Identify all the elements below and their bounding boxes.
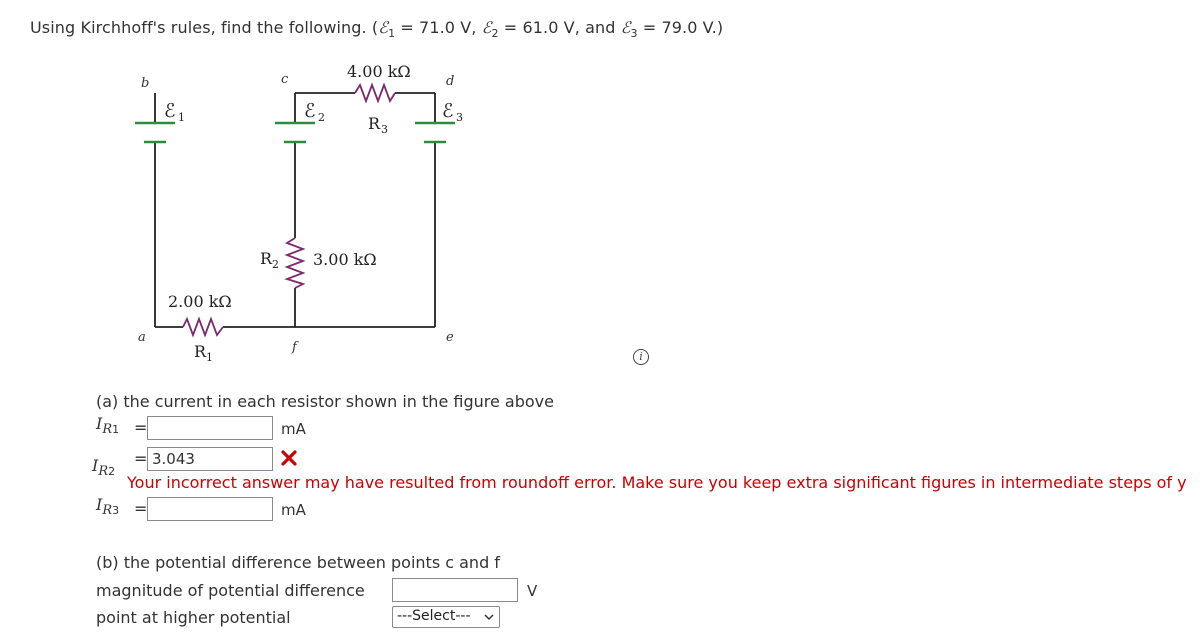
r3-value-label: 4.00 kΩ [347,62,411,81]
emf1-label: ℰ [164,100,176,122]
emf2-symbol: ℰ [481,18,492,37]
ir2-equals: = [134,449,148,468]
ir1-equals: = [134,418,148,437]
point-e-label: e [446,330,454,345]
r1-name-label: R [194,342,207,361]
emf3-value: = 79.0 V.) [637,18,724,37]
ir3-symbol-r: R [102,503,113,519]
emf2-label-sub: 2 [318,111,325,124]
r3-name-sub: 3 [381,123,388,136]
ir3-symbol-sub: 3 [112,504,120,518]
question-text [30,18,723,40]
ir1-symbol-sub: 1 [112,423,120,437]
ir2-symbol [92,456,115,479]
ir3-equals: = [134,499,148,518]
point-f-label: f [292,340,297,355]
question-intro: Using Kirchhoff's rules, find the following. ( [30,18,379,37]
emf2-value: = 61.0 V, and [498,18,621,37]
emf1-label-sub: 1 [178,111,185,124]
r1-value-label: 2.00 kΩ [168,292,232,311]
ir1-unit: mA [281,420,306,438]
point-d-label: d [446,74,455,89]
r3-name-label: R [368,114,381,133]
ir2-symbol-sub: 2 [108,465,116,479]
ir1-symbol-r: R [102,422,113,438]
ir3-input[interactable] [147,497,273,521]
point-c-label: c [281,72,289,87]
emf3-battery [415,123,455,142]
higher-potential-selected: ---Select--- [397,608,471,624]
higher-potential-label: point at higher potential [96,608,291,627]
emf3-label: ℰ [442,100,454,122]
emf1-battery [135,123,175,142]
resistor-r1 [183,319,223,335]
ir3-unit: mA [281,501,306,519]
emf2-label: ℰ [304,100,316,122]
emf3-label-sub: 3 [456,111,463,124]
emf1-value: = 71.0 V, [395,18,482,37]
emf1-subscript: 1 [388,27,396,41]
higher-potential-select[interactable] [392,606,500,628]
emf2-battery [275,123,315,142]
ir1-input[interactable] [147,416,273,440]
emf2-subscript: 2 [491,27,499,41]
ir1-symbol [96,414,119,437]
point-a-label: a [138,330,146,345]
r2-name-sub: 2 [272,258,279,271]
emf1-symbol: ℰ [378,18,389,37]
chevron-down-icon [484,612,494,622]
r2-name-label: R [260,249,273,268]
ir2-feedback: Your incorrect answer may have resulted from roundoff error. Make sure you keep extra significant figures in intermediate steps of y [127,473,1187,492]
ir3-symbol-i: I [96,495,103,514]
resistor-r2 [287,238,303,288]
ir2-symbol-i: I [92,456,99,475]
r1-name-sub: 1 [206,351,213,364]
incorrect-x-icon [280,449,298,467]
emf3-subscript: 3 [630,27,638,41]
magnitude-input[interactable] [392,578,518,602]
ir2-input[interactable]: 3.043 [147,447,273,471]
ir1-symbol-i: I [96,414,103,433]
info-icon[interactable]: i [633,349,649,365]
part-a-prompt: (a) the current in each resistor shown in the figure above [96,392,554,411]
circuit-diagram [120,55,480,365]
ir2-symbol-r: R [98,464,109,480]
magnitude-unit: V [527,582,538,600]
point-b-label: b [141,76,150,91]
part-b-prompt: (b) the potential difference between points c and f [96,553,500,572]
magnitude-label: magnitude of potential difference [96,581,365,600]
r2-value-label: 3.00 kΩ [313,250,377,269]
emf3-symbol: ℰ [620,18,631,37]
ir3-symbol [96,495,119,518]
resistor-r3 [355,85,395,101]
